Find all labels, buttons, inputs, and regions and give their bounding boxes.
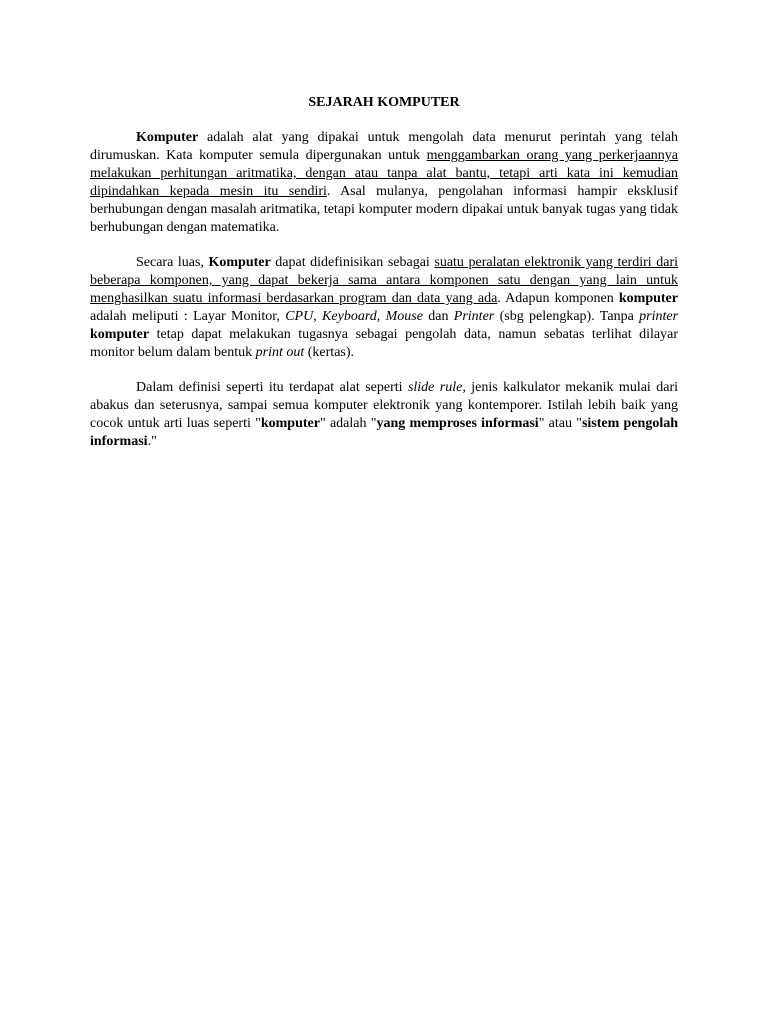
paragraph-2-text: , — [313, 309, 323, 324]
paragraph-3-text: , jenis kalkulator mekanik mulai dari abakus dan seterusnya, sampai semua komputer elektronik yang kontemporer. Istilah lebih baik yang cocok untuk arti luas seperti " — [90, 380, 679, 431]
paragraph-2-text: Secara luas, — [136, 255, 209, 270]
term-komputer: Komputer — [208, 255, 271, 270]
paragraph-2-text: adalah meliputi : Layar Monitor, — [90, 309, 286, 324]
paragraph-1-text: adalah alat yang dipakai untuk mengolah data menurut perintah yang telah dirumuskan. Kata komputer semula dipergunakan untuk — [90, 130, 678, 163]
term-sistem-pengolah-informasi: sistem pengolah informasi — [90, 416, 679, 449]
term-komputer: Komputer — [136, 130, 199, 145]
paragraph-3-text-end: ." — [147, 434, 157, 449]
paragraph-3-text: " adalah " — [319, 416, 377, 431]
term-cpu: CPU — [285, 309, 314, 324]
term-mouse: Mouse — [385, 309, 423, 324]
term-printer-lower: printer — [639, 309, 679, 324]
paragraph-2-text: dan — [422, 309, 454, 324]
underlined-definition: suatu peralatan elektronik yang terdiri dari beberapa komponen, yang dapat bekerja sama antara komponen satu dengan yang lain untuk menghasilkan suatu informasi berdasarkan program dan data yang ada — [90, 255, 678, 306]
document-body — [90, 94, 678, 468]
paragraph-2-text: . Adapun komponen — [497, 291, 619, 306]
term-komputer: komputer — [90, 327, 150, 342]
paragraph-2-text: , — [376, 309, 386, 324]
term-yang-memproses-informasi: yang memproses informasi — [376, 416, 539, 431]
term-komputer: komputer — [618, 291, 678, 306]
term-keyboard: Keyboard — [322, 309, 377, 324]
paragraph-2-text-end: (kertas). — [304, 345, 355, 360]
paragraph-2-text: (sbg pelengkap). Tanpa — [494, 309, 640, 324]
paragraph-1-text-end: . Asal mulanya, pengolahan informasi hampir eksklusif berhubungan dengan masalah aritmatika, tetapi komputer modern dipakai untuk banyak tugas yang tidak berhubungan dengan matematika. — [90, 184, 678, 235]
term-komputer: komputer — [260, 416, 320, 431]
paragraph-3-text: " atau " — [538, 416, 582, 431]
term-printer: Printer — [453, 309, 495, 324]
document-title: SEJARAH KOMPUTER — [308, 95, 460, 110]
paragraph-3-text: Dalam definisi seperti itu terdapat alat seperti — [136, 380, 408, 395]
underlined-definition: menggambarkan orang yang perkerjaannya melakukan perhitungan aritmatika, dengan atau tanpa alat bantu, tetapi arti kata ini kemudian dipindahkan kepada mesin itu sendiri — [90, 148, 678, 199]
paragraph-2-text: dapat didefinisikan sebagai — [270, 255, 435, 270]
term-print-out: print out — [255, 345, 305, 360]
paragraph-2-text: tetap dapat melakukan tugasnya sebagai pengolah data, namun sebatas terlihat dilayar monitor belum dalam bentuk — [90, 327, 678, 360]
paragraph-3 — [90, 379, 678, 451]
term-slide-rule: slide rule — [407, 380, 463, 395]
paragraph-2 — [90, 254, 678, 362]
paragraph-1 — [90, 129, 678, 237]
